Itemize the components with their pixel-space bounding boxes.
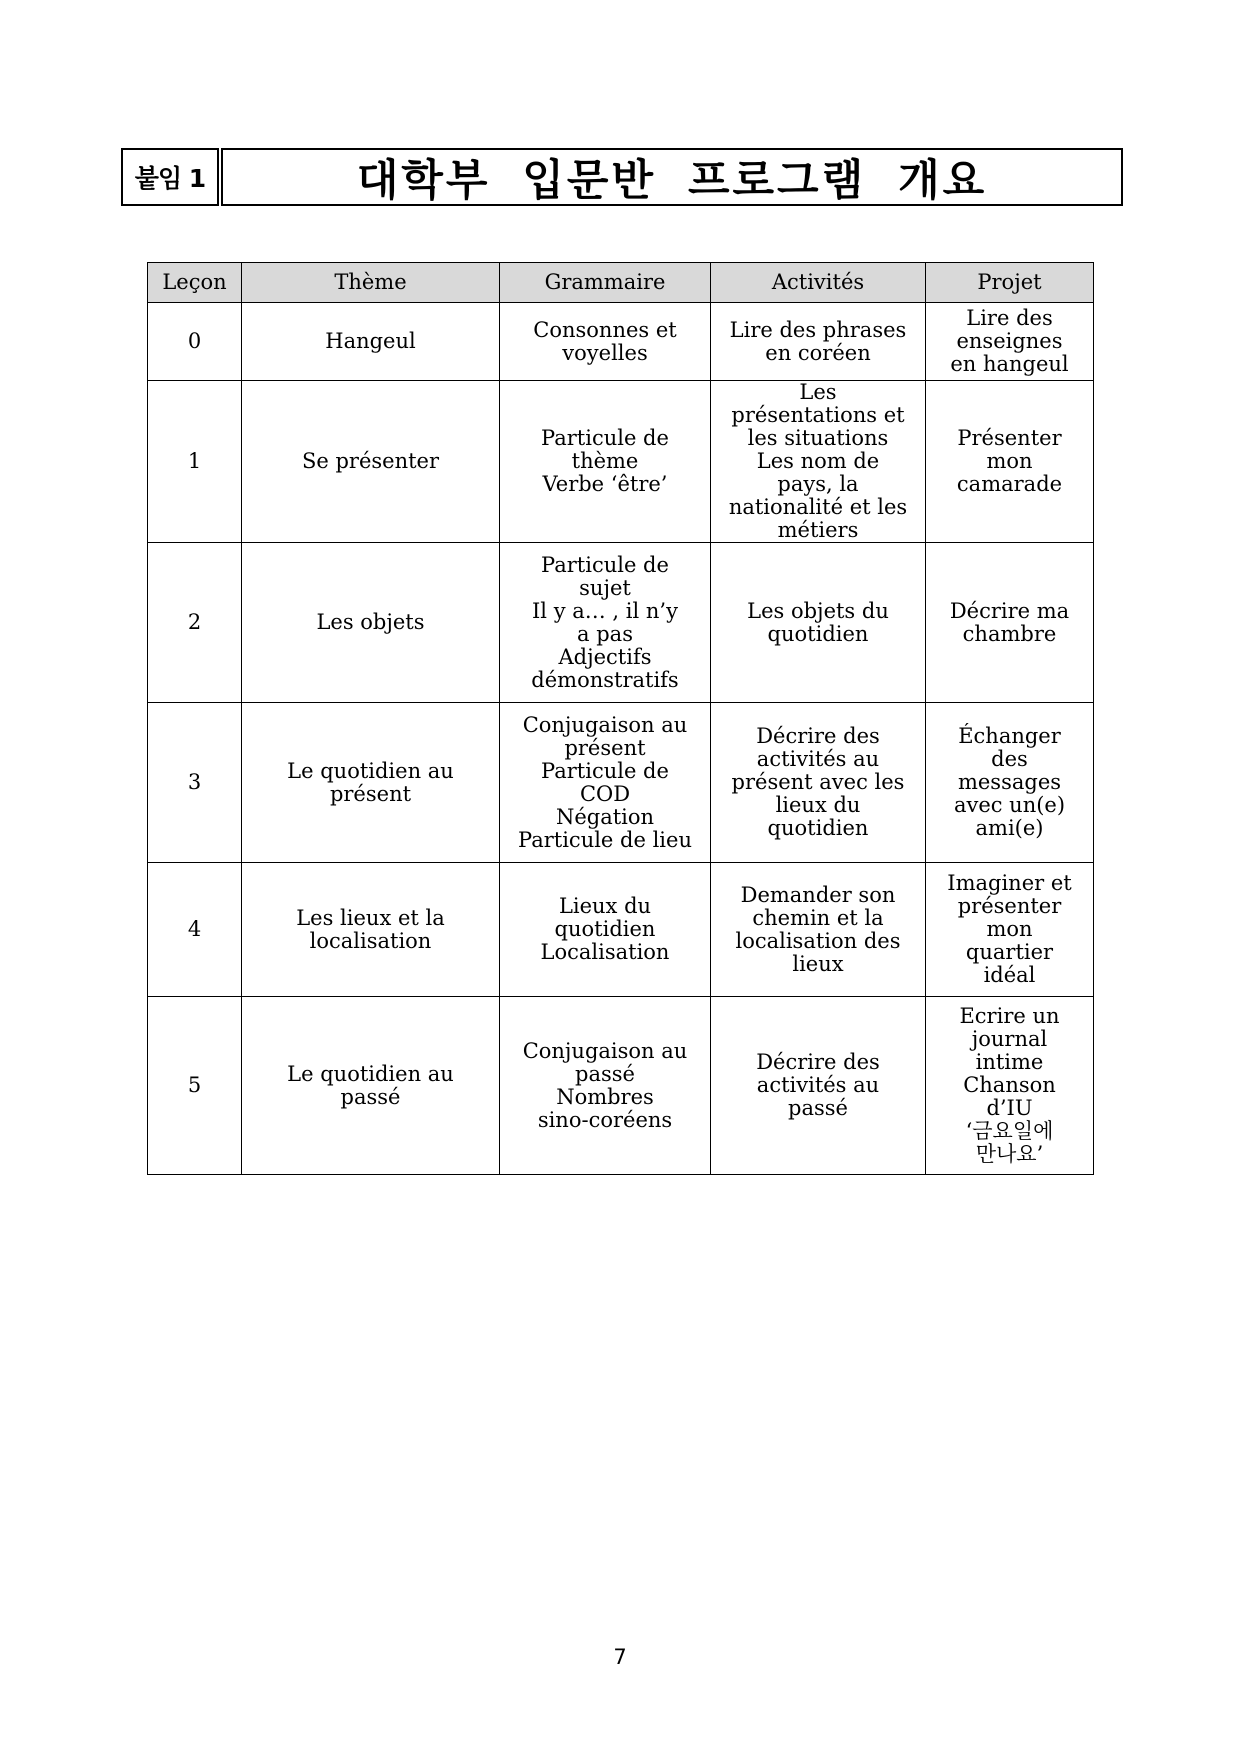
cell-grammaire: Particule de sujet Il y a… , il n’y a pas Adjectifs démonstratifs (500, 543, 711, 703)
column-header-activites: Activités (711, 263, 926, 303)
table-row (148, 381, 1094, 543)
cell-theme: Se présenter (242, 381, 500, 543)
cell-lecon: 5 (148, 997, 242, 1175)
cell-activites: Décrire des activités au passé (711, 997, 926, 1175)
table-row (148, 863, 1094, 997)
table-header-row (148, 263, 1094, 303)
document-title: 대학부 입문반 프로그램 개요 (356, 155, 988, 206)
cell-theme: Hangeul (242, 303, 500, 381)
cell-activites: Les présentations et les situations Les nom de pays, la nationalité et les métiers (711, 381, 926, 543)
cell-projet: Ecrire un journal intime Chanson d’IU ‘금요일에 만나요’ (926, 997, 1094, 1175)
column-header-grammaire: Grammaire (500, 263, 711, 303)
cell-lecon: 4 (148, 863, 242, 997)
cell-theme: Les objets (242, 543, 500, 703)
cell-grammaire: Consonnes et voyelles (500, 303, 711, 381)
program-table (147, 262, 1094, 1175)
cell-grammaire: Conjugaison au passé Nombres sino-coréens (500, 997, 711, 1175)
column-header-theme: Thème (242, 263, 500, 303)
cell-projet: Lire des enseignes en hangeul (926, 303, 1094, 381)
table-row (148, 997, 1094, 1175)
cell-grammaire: Particule de thème Verbe ‘être’ (500, 381, 711, 543)
cell-projet: Échanger des messages avec un(e) ami(e) (926, 703, 1094, 863)
cell-activites: Demander son chemin et la localisation des lieux (711, 863, 926, 997)
cell-activites: Lire des phrases en coréen (711, 303, 926, 381)
cell-activites: Décrire des activités au présent avec les lieux du quotidien (711, 703, 926, 863)
cell-projet: Décrire ma chambre (926, 543, 1094, 703)
title-box (221, 148, 1123, 206)
column-header-lecon: Leçon (148, 263, 242, 303)
cell-theme: Le quotidien au passé (242, 997, 500, 1175)
cell-lecon: 2 (148, 543, 242, 703)
cell-projet: Présenter mon camarade (926, 381, 1094, 543)
cell-lecon: 1 (148, 381, 242, 543)
cell-grammaire: Lieux du quotidien Localisation (500, 863, 711, 997)
document-header (121, 148, 1121, 206)
column-header-projet: Projet (926, 263, 1094, 303)
table-row (148, 303, 1094, 381)
table-row (148, 703, 1094, 863)
cell-grammaire: Conjugaison au présent Particule de COD Négation Particule de lieu (500, 703, 711, 863)
cell-theme: Le quotidien au présent (242, 703, 500, 863)
page-number: 7 (613, 1645, 627, 1669)
table-row (148, 543, 1094, 703)
cell-lecon: 0 (148, 303, 242, 381)
cell-lecon: 3 (148, 703, 242, 863)
cell-theme: Les lieux et la localisation (242, 863, 500, 997)
cell-projet: Imaginer et présenter mon quartier idéal (926, 863, 1094, 997)
cell-activites: Les objets du quotidien (711, 543, 926, 703)
attachment-badge: 붙임 1 (121, 148, 219, 206)
